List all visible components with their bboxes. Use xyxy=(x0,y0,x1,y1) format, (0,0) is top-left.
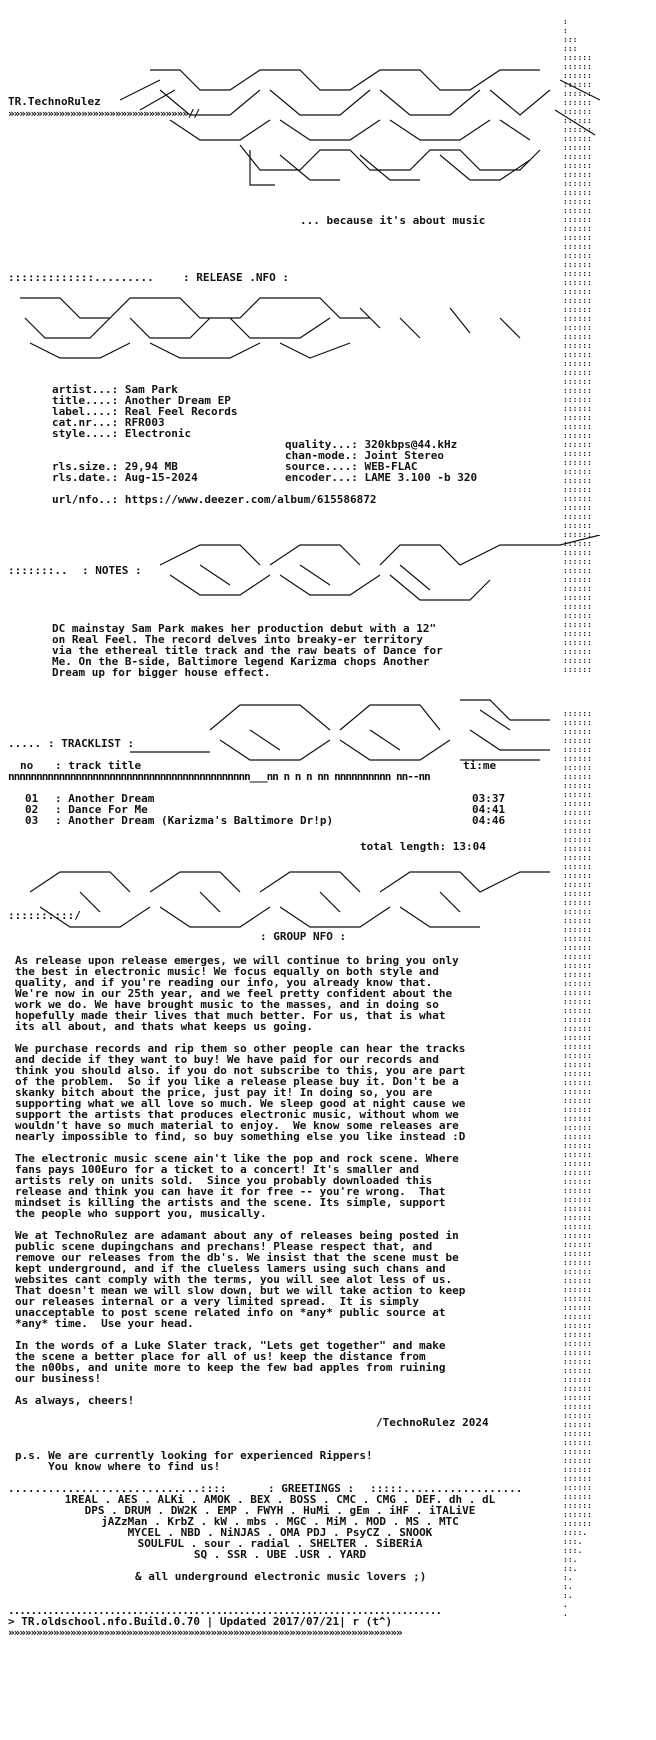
field-encoder-value: LAME 3.100 -b 320 xyxy=(364,471,478,484)
footer-build: > TR.oldschool.nfo.Build.0.70 | Updated 2017/07/21| r (t^) xyxy=(8,1615,393,1628)
notes-title: : NOTES : xyxy=(82,564,142,577)
track-title: : Another Dream xyxy=(55,792,155,805)
total-length: total length: 13:04 xyxy=(360,840,486,853)
footer-rule-top: ............................................................................. xyxy=(8,1604,441,1617)
release-size-date xyxy=(52,461,198,483)
group-ascii-art xyxy=(0,862,656,932)
decorative-dot-column: : : ::: ::: :::::: :::::: :::::: :::::: :::::: :::::: :::::: :::::: :::::: :::::: :::::: :::::: :::::: :::::: :::::: :::::: :::::: :::::: :::::: :::::: :::::: :::::: :::::: :::::: :::::: :::::: :::::: :::::: :::::: :::::: :::::: :::::: :::::: :::::: :::::: :::::: :::::: :::::: :::::: :::::: :::::: :::::: :::::: :::::: :::::: :::::: :::::: :::::: :::::: :::::: :::::: :::::: :::::: :::::: :::::: :::::: :::::: :::::: :::::: :::::: :::::: :::::: :::::: :::::: :::::: :::::: :::::: :::::: :::::: xyxy=(563,17,592,674)
greetings-divider-left: .............................:::: xyxy=(8,1482,227,1495)
group-closing: As always, cheers! xyxy=(15,1394,135,1407)
release-right-fields xyxy=(285,439,477,483)
notes-divider: :::::::.. xyxy=(8,564,68,577)
group-ps: p.s. We are currently looking for experienced Rippers! You know where to find us! xyxy=(15,1449,373,1473)
group-paragraph: In the words of a Luke Slater track, "Lets get together" and make the scene a better place for all of us! keep the distance from the n00bs, and unite more to keep the few bad apples from ruining our business! xyxy=(15,1339,446,1385)
release-nfo-divider: :::::::::::::......... xyxy=(8,271,154,284)
tagline: ... because it's about music xyxy=(300,214,486,227)
tracklist-header-rule: nnnnnnnnnnnnnnnnnnnnnnnnnnnnnnnnnnnnnnnnnnn___nn n n n nn nnnnnnnnnn nn--nn xyxy=(8,770,430,783)
field-catnr-value: RFR003 xyxy=(124,416,165,429)
brand-name: TR.TechnoRulez xyxy=(8,95,101,108)
field-title-label: title....: xyxy=(52,394,119,407)
group-divider: ::::::::::/ xyxy=(8,909,81,922)
url-label: url/nfo..: xyxy=(52,493,119,506)
track-no: 02 xyxy=(25,803,39,816)
rls-date-label: rls.date.: xyxy=(52,471,119,484)
tracklist-col-title: : track title xyxy=(55,759,142,772)
tracklist-divider: ..... xyxy=(8,737,42,750)
track-no: 01 xyxy=(25,792,39,805)
field-style-label: style....: xyxy=(52,427,119,440)
field-quality-value: 320kbps@44.kHz xyxy=(364,438,458,451)
logo-ascii-art xyxy=(0,60,656,200)
greetings-line: MYCEL . NBD . NiNJAS . OMA PDJ . PsyCZ . SNOOK xyxy=(127,1526,433,1539)
greetings-line: DPS . DRUM . DW2K . EMP . FWYH . HuMi . gEm . iHF . iTALiVE xyxy=(84,1504,476,1517)
greetings-line: jAZzMan . KrbZ . kW . mbs . MGC . MiM . MOD . MS . MTC xyxy=(101,1515,459,1528)
greetings-title: : GREETINGS : xyxy=(268,1482,355,1495)
release-nfo-title: : RELEASE .NFO : xyxy=(183,271,289,284)
rls-size-label: rls.size.: xyxy=(52,460,119,473)
tracklist-ascii-art xyxy=(0,690,656,770)
track-time: 04:41 xyxy=(472,803,506,816)
field-label-label: label....: xyxy=(52,405,119,418)
rls-date-value: Aug-15-2024 xyxy=(124,471,198,484)
greetings-closing: & all underground electronic music lovers ;) xyxy=(135,1570,427,1583)
field-quality-label: quality...: xyxy=(285,438,358,451)
group-paragraph: The electronic music scene ain't like the pop and rock scene. Where fans pays 100Euro for a ticket to a concert! It's smaller and artists rely on units sold. Since you probably downloaded this release and think you can have it for free -- you're wrong. That mindset is killing the artists and the scene. Its simple, support the people who support you, musically. xyxy=(15,1152,459,1220)
release-url-row xyxy=(52,494,377,505)
group-paragraph: We purchase records and rip them so other people can hear the tracks and decide if they want to buy! We have paid for our records and think you should also. if you do not subscribe to this, you are part of the problem. So if you like a release please buy it. Don't be a skanky bitch about the price, just pay it! In doing so, you are supporting what we all love so much. We sleep good at night cause we support the artists that produces electronic music, without whom we wouldn't have so much material to enjoy. We know some releases are nearly impossible to find, so buy something else you like instead :D xyxy=(15,1042,466,1143)
release-ascii-art xyxy=(0,288,656,368)
rls-size-value: 29,94 MB xyxy=(124,460,178,473)
notes-body: DC mainstay Sam Park makes her production debut with a 12" on Real Feel. The record delves into breaky-er territory via the ethereal title track and the raw beats of Dance for Me. On the B-side, Baltimore legend Karizma chops Another Dream up for bigger house effect. xyxy=(52,622,443,679)
field-chanmode-value: Joint Stereo xyxy=(364,449,444,462)
greetings-line: SQ . SSR . UBE .USR . YARD xyxy=(193,1548,367,1561)
field-catnr-label: cat.nr...: xyxy=(52,416,119,429)
track-title: : Dance For Me xyxy=(55,803,148,816)
field-style-value: Electronic xyxy=(124,427,192,440)
greetings-line: SOULFUL . sour . radial . SHELTER . SiBERiA xyxy=(137,1537,423,1550)
tracklist-title: : TRACKLIST : xyxy=(48,737,135,750)
track-no: 03 xyxy=(25,814,39,827)
track-time: 03:37 xyxy=(472,792,506,805)
decorative-dot-column-2: :::::: :::::: :::::: :::::: :::::: :::::: :::::: :::::: :::::: :::::: :::::: :::::: :::::: :::::: :::::: :::::: :::::: :::::: :::::: :::::: :::::: :::::: :::::: :::::: :::::: :::::: :::::: :::::: :::::: :::::: :::::: :::::: :::::: :::::: :::::: :::::: :::::: :::::: :::::: :::::: :::::: :::::: :::::: :::::: :::::: :::::: :::::: :::::: :::::: :::::: :::::: :::::: :::::: :::::: :::::: :::::: :::::: :::::: :::::: :::::: :::::: :::::: :::::: :::::: :::::: :::::: :::::: :::::: :::::: :::::: :::::: :::::: :::::: :::::: :::::: :::::: :::::: :::::: :::::: :::::: :::::: :::::: :::::: :::::: :::::: :::::: :::::: :::::: :::::: :::::: :::::: ::::. :::. :::. ::. ::. :. :. :. . . xyxy=(563,709,592,1618)
field-encoder-label: encoder...: xyxy=(285,471,358,484)
group-paragraph: We at TechnoRulez are adamant about any of releases being posted in public scene dupingchans and prechans! Please respect that, and remove our releases from the db's. We insist that the scene must be kept underground, and if the clueless lamers using such chans and websites cant comply with the terms, you will see alot less of us. That doesn't mean we will slow down, but we will take action to keep our releases internal or a very limited spread. It is simply unacceptable to post scene related info on *any* public source at *any* time. Use your head. xyxy=(15,1229,466,1330)
release-left-fields xyxy=(52,384,237,439)
brand-underline: »»»»»»»»»»»»»»»»»»»»»»»»»»»»»»»»// xyxy=(8,107,200,120)
group-nfo-title: : GROUP NFO : xyxy=(260,930,347,943)
footer-rule-bottom: »»»»»»»»»»»»»»»»»»»»»»»»»»»»»»»»»»»»»»»»»»»»»»»»»»»»»»»»»»»»»»»»»»»»»» xyxy=(8,1626,402,1639)
field-title-value: Another Dream EP xyxy=(124,394,231,407)
group-paragraph: As release upon release emerges, we will continue to bring you only the best in electronic music! We focus equally on both style and quality, and if you're reading our info, you already know that. We're now in our 25th year, and we feel pretty confident about the work we do. We have brought music to the masses, and in doing so hopefully made their lives that much better. For us, that is what its all about, and thats what keeps us going. xyxy=(15,954,459,1033)
tracklist-col-no: no xyxy=(20,759,34,772)
field-artist-label: artist...: xyxy=(52,383,119,396)
field-artist-value: Sam Park xyxy=(124,383,178,396)
greetings-line: 1REAL . AES . ALKi . AMOK . BEX . BOSS . CMC . CMG . DEF. dh . dL xyxy=(64,1493,496,1506)
group-signature: /TechnoRulez 2024 xyxy=(376,1416,489,1429)
field-label-value: Real Feel Records xyxy=(124,405,238,418)
greetings-list xyxy=(0,1494,560,1560)
url-link[interactable]: https://www.deezer.com/album/615586872 xyxy=(124,493,377,506)
greetings-divider-right: :::::.................. xyxy=(370,1482,523,1495)
field-source-value: WEB-FLAC xyxy=(364,460,418,473)
field-source-label: source....: xyxy=(285,460,358,473)
tracklist-col-time: ti:me xyxy=(463,759,497,772)
track-time: 04:46 xyxy=(472,814,506,827)
track-title: : Another Dream (Karizma's Baltimore Dr!p) xyxy=(55,814,334,827)
field-chanmode-label: chan-mode.: xyxy=(285,449,358,462)
